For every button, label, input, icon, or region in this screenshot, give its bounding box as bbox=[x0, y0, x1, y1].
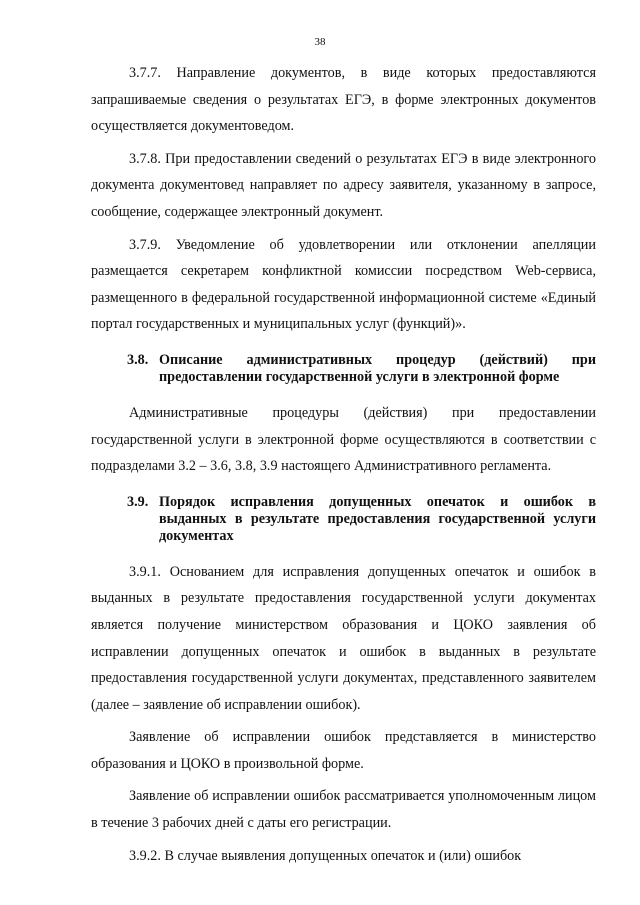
paragraph-3-9-2: 3.9.2. В случае выявления допущенных опечаток и (или) ошибок bbox=[129, 847, 522, 864]
section-number: 3.8. bbox=[127, 351, 149, 368]
paragraph-3-7-9: 3.7.9. Уведомление об удовлетворении или отклонении апелляции размещается секретарем конфликтной комиссии посредством Web-сервиса, размещенного в федеральной государственной информационной системе «Единый портал государственных и муниципальных услуг (функций)». bbox=[91, 236, 596, 333]
section-heading-3-8 bbox=[127, 352, 596, 386]
section-number: 3.9. bbox=[127, 493, 149, 510]
paragraph-3-9-1: 3.9.1. Основанием для исправления допущенных опечаток и ошибок в выданных в результате предоставления государственной услуги документах является получение министерством образования и ЦОКО заявления об исправлении допущенных опечаток и ошибок в выданных в результате предоставления государственной услуги документах, представленного заявителем (далее – заявление об исправлении ошибок). bbox=[91, 563, 596, 713]
section-title: Описание административных процедур (действий) при предоставлении государственной услуги в электронной форме bbox=[159, 351, 596, 385]
paragraph-3-7-8: 3.7.8. При предоставлении сведений о результатах ЕГЭ в виде электронного документа документовед направляет по адресу заявителя, указанному в запросе, сообщение, содержащее электронный документ. bbox=[91, 150, 596, 220]
paragraph-3-7-7: 3.7.7. Направление документов, в виде которых предоставляются запрашиваемые сведения о результатах ЕГЭ, в форме электронных документов осуществляется документоведом. bbox=[91, 65, 596, 135]
paragraph-application-form: Заявление об исправлении ошибок представляется в министерство образования и ЦОКО в произвольной форме. bbox=[91, 729, 596, 772]
page-number: 38 bbox=[314, 36, 326, 48]
page-content bbox=[91, 60, 596, 869]
section-heading-3-9 bbox=[127, 494, 596, 545]
section-title: Порядок исправления допущенных опечаток и ошибок в выданных в результате предоставления государственной услуги документах bbox=[159, 493, 596, 544]
section-3-8-body: Административные процедуры (действия) при предоставлении государственной услуги в электронной форме осуществляются в соответствии с подразделами 3.2 – 3.6, 3.8, 3.9 настоящего Административного регламента. bbox=[91, 404, 596, 475]
paragraph-review-period: Заявление об исправлении ошибок рассматривается уполномоченным лицом в течение 3 рабочих дней с даты его регистрации. bbox=[91, 788, 596, 832]
